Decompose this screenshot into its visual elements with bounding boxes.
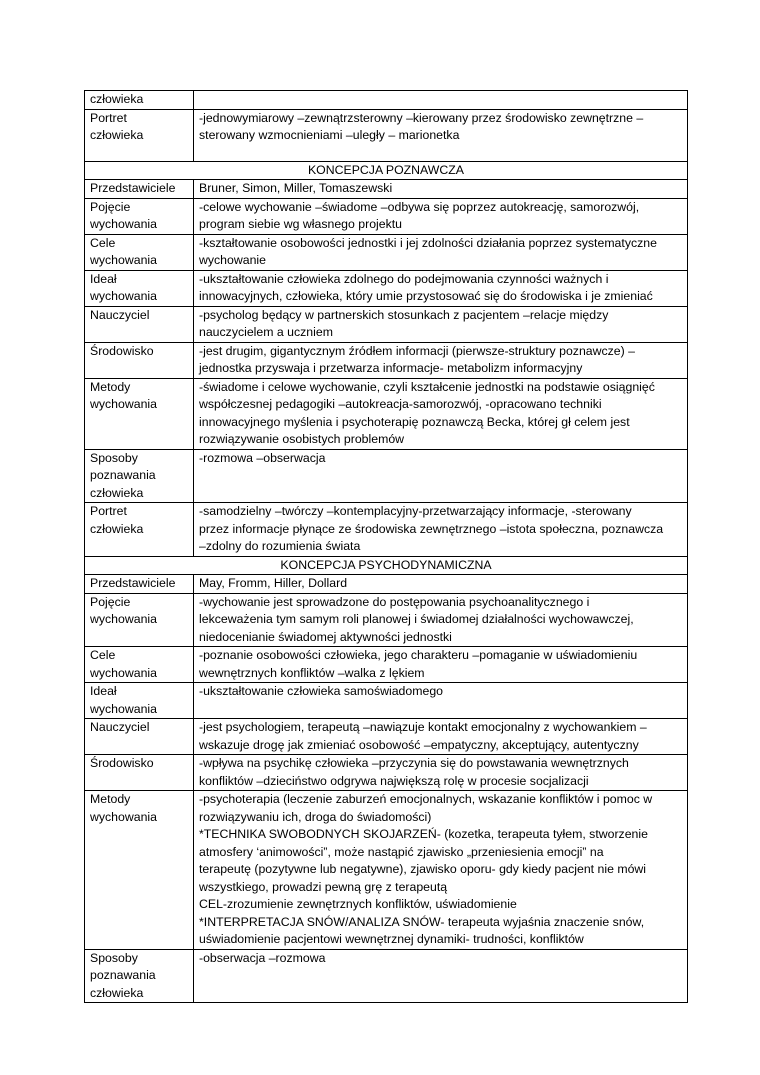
row-label-cell	[85, 755, 194, 791]
document-page	[84, 90, 688, 1003]
row-label-cell	[85, 647, 194, 683]
row-label-cell	[85, 270, 194, 306]
row-label-line: Przedstawiciele	[90, 181, 176, 195]
row-value-line: -psycholog będący w partnerskich stosunkach z pacjentem –relacje między	[199, 307, 609, 322]
row-label-line: Cele	[90, 235, 116, 250]
table-row	[85, 575, 688, 594]
row-value-line: -wpływa na psychikę człowieka –przyczynia się do powstawania wewnętrznych	[199, 756, 629, 770]
row-value-cell	[194, 575, 688, 594]
row-label-line: człowieka	[90, 985, 144, 1000]
row-value-line: konfliktów –dzieciństwo odgrywa największą rolę w procesie socjalizacji	[199, 773, 589, 788]
row-label-cell	[85, 503, 194, 557]
table-row	[85, 270, 688, 306]
table-row	[85, 683, 688, 719]
row-value-line: nauczycielem a uczniem	[199, 325, 333, 339]
row-label-cell	[85, 91, 194, 110]
row-value-line: wewnętrznych konfliktów –walka z lękiem	[199, 665, 425, 680]
table-row	[85, 198, 688, 234]
row-label-cell	[85, 180, 194, 199]
row-label-line: człowieka	[90, 92, 144, 106]
row-label-line: Nauczyciel	[90, 307, 150, 322]
section-header-row	[85, 161, 688, 180]
row-value-cell	[194, 593, 688, 647]
row-value-cell	[194, 449, 688, 503]
row-label-line: Nauczyciel	[90, 720, 150, 734]
row-label-line: wychowania	[90, 289, 157, 303]
row-value-line: -poznanie osobowości człowieka, jego charakteru –pomaganie w uświadomieniu	[199, 648, 638, 662]
table-row	[85, 719, 688, 755]
row-label-cell	[85, 342, 194, 378]
row-label-line: poznawania	[90, 468, 156, 482]
row-value-line: jednostka przyswaja i przetwarza informacje- metabolizm informacyjny	[199, 361, 583, 375]
row-label-cell	[85, 593, 194, 647]
row-value-line: innowacyjnego myślenia i psychoterapię poznawczą Becka, której gł celem jest	[199, 414, 630, 429]
row-label-line: Portret	[90, 110, 127, 125]
row-label-cell	[85, 234, 194, 270]
table-row	[85, 180, 688, 199]
table-row	[85, 234, 688, 270]
row-label-cell	[85, 109, 194, 161]
table-row	[85, 791, 688, 950]
row-value-line: May, Fromm, Hiller, Dollard	[199, 576, 348, 590]
row-value-line: -psychoterapia (leczenie zaburzeń emocjonalnych, wskazanie konfliktów i pomoc w	[199, 792, 653, 806]
row-label-line: Sposoby	[90, 950, 138, 965]
row-label-line: Środowisko	[90, 756, 154, 770]
row-value-cell	[194, 198, 688, 234]
row-value-cell	[194, 91, 688, 110]
row-label-line: wychowania	[90, 253, 157, 267]
row-value-cell	[194, 719, 688, 755]
row-label-cell	[85, 575, 194, 594]
row-value-cell	[194, 503, 688, 557]
row-value-cell	[194, 306, 688, 342]
row-label-cell	[85, 306, 194, 342]
row-value-line: -jest drugim, gigantycznym źródłem informacji (pierwsze-struktury poznawcze) –	[199, 343, 635, 358]
row-value-line: -celowe wychowanie –świadome –odbywa się poprzez autokreację, samorozwój,	[199, 199, 640, 214]
row-label-line: wychowania	[90, 217, 157, 231]
row-label-line: wychowania	[90, 612, 157, 626]
row-label-line: Metody	[90, 379, 131, 394]
row-value-line: CEL-zrozumienie zewnętrznych konfliktów, uświadomienie	[199, 897, 517, 911]
row-value-line: -kształtowanie osobowości jednostki i jej zdolności działania poprzez systematyczne	[199, 235, 657, 250]
row-label-line: człowieka	[90, 128, 144, 142]
row-value-line: rozwiązywanie osobistych problemów	[199, 432, 405, 446]
row-label-cell	[85, 198, 194, 234]
section-header: KONCEPCJA PSYCHODYNAMICZNA	[85, 556, 688, 575]
row-label-line: Portret	[90, 504, 127, 518]
row-value-line: -samodzielny –twórczy –kontemplacyjny-przetwarzający informacje, -sterowany	[199, 504, 632, 518]
row-value-line: Bruner, Simon, Miller, Tomaszewski	[199, 181, 393, 195]
row-value-line: -świadome i celowe wychowanie, czyli kształcenie jednostki na podstawie osiągnięć	[199, 379, 655, 394]
row-value-cell	[194, 109, 688, 161]
row-value-cell	[194, 683, 688, 719]
row-value-line: -obserwacja –rozmowa	[199, 950, 326, 965]
row-value-line: rozwiązywaniu ich, droga do świadomości)	[199, 809, 432, 824]
row-value-line: wskazuje drogę jak zmieniać osobowość –empatyczny, akceptujący, autentyczny	[199, 737, 639, 752]
table-row	[85, 449, 688, 503]
row-label-line: Metody	[90, 792, 131, 806]
row-value-cell	[194, 647, 688, 683]
row-value-cell	[194, 180, 688, 199]
row-label-line: wychowania	[90, 701, 157, 716]
row-label-cell	[85, 683, 194, 719]
row-value-line: -jest psychologiem, terapeutą –nawiązuje kontakt emocjonalny z wychowankiem –	[199, 720, 647, 734]
row-label-line: wychowania	[90, 665, 157, 680]
table-row	[85, 755, 688, 791]
table-row	[85, 593, 688, 647]
row-label-line: człowieka	[90, 521, 144, 536]
row-value-line: -rozmowa –obserwacja	[199, 450, 326, 465]
row-value-line: niedocenianie świadomej aktywności jednostki	[199, 629, 452, 644]
row-value-line: atmosfery ‘animowości”, może nastąpić zjawisko „przeniesienia emocji” na	[199, 844, 604, 859]
row-value-line: *TECHNIKA SWOBODNYCH SKOJARZEŃ- (kozetka, terapeuta tyłem, stworzenie	[199, 827, 648, 841]
row-value-line: innowacyjnych, człowieka, który umie przystosować się do środowiska i je zmieniać	[199, 289, 653, 303]
row-value-line: -ukształtowanie człowieka samoświadomego	[199, 684, 443, 698]
row-label-line: poznawania	[90, 968, 156, 982]
row-value-cell	[194, 234, 688, 270]
row-label-line: wychowania	[90, 809, 157, 824]
row-label-cell	[85, 449, 194, 503]
row-label-cell	[85, 791, 194, 950]
table-row	[85, 503, 688, 557]
row-value-line: sterowany wzmocnieniami –uległy – marionetka	[199, 128, 460, 142]
row-label-line: Ideał	[90, 271, 117, 286]
row-label-cell	[85, 719, 194, 755]
table-row	[85, 306, 688, 342]
table-row	[85, 949, 688, 1003]
row-label-line: Sposoby	[90, 450, 138, 465]
table-row	[85, 378, 688, 449]
row-value-line: –zdolny do rozumienia świata	[199, 539, 361, 553]
row-label-line: Środowisko	[90, 343, 154, 358]
table-row	[85, 91, 688, 110]
section-header: KONCEPCJA POZNAWCZA	[85, 161, 688, 180]
row-value-cell	[194, 342, 688, 378]
row-value-cell	[194, 791, 688, 950]
row-value-line: -jednowymiarowy –zewnątrzsterowny –kierowany przez środowisko zewnętrzne –	[199, 110, 644, 125]
row-value-cell	[194, 755, 688, 791]
row-label-line: człowieka	[90, 485, 144, 500]
row-label-line: Pojęcie	[90, 199, 131, 214]
row-value-line: współczesnej pedagogiki –autokreacja-samorozwój, -opracowano techniki	[199, 397, 602, 411]
section-header-row	[85, 556, 688, 575]
table-row	[85, 342, 688, 378]
table-row	[85, 647, 688, 683]
row-value-line: wychowanie	[199, 253, 266, 267]
row-value-line: terapeutę (pozytywne lub negatywne), zjawisko oporu- gdy kiedy pacjent nie mówi	[199, 862, 647, 876]
row-label-line: wychowania	[90, 397, 157, 411]
pedagogy-concepts-table	[84, 90, 688, 1003]
row-label-line: Cele	[90, 648, 116, 662]
row-value-cell	[194, 949, 688, 1003]
row-label-line: Pojęcie	[90, 594, 131, 609]
row-value-line: lekceważenia tym samym roli planowej i świadomej działalności wychowawczej,	[199, 612, 634, 626]
table-row	[85, 109, 688, 161]
row-value-line: program siebie wg własnego projektu	[199, 217, 403, 231]
row-label-line: Ideał	[90, 684, 117, 698]
row-label-cell	[85, 378, 194, 449]
row-value-line: wszystkiego, prowadzi pewną grę z terapeutą	[199, 879, 448, 894]
row-value-line: *INTERPRETACJA SNÓW/ANALIZA SNÓW- terapeuta wyjaśnia znaczenie snów,	[199, 914, 645, 929]
row-label-line: Przedstawiciele	[90, 576, 176, 590]
row-label-cell	[85, 949, 194, 1003]
row-value-cell	[194, 270, 688, 306]
row-value-line: przez informacje płynące ze środowiska zewnętrznego –istota społeczna, poznawcza	[199, 521, 664, 536]
row-value-line: uświadomienie pacjentowi wewnętrznej dynamiki- trudności, konfliktów	[199, 932, 584, 946]
row-value-line: -wychowanie jest sprowadzone do postępowania psychoanalitycznego i	[199, 594, 590, 609]
row-value-cell	[194, 378, 688, 449]
row-value-line: -ukształtowanie człowieka zdolnego do podejmowania czynności ważnych i	[199, 271, 609, 286]
